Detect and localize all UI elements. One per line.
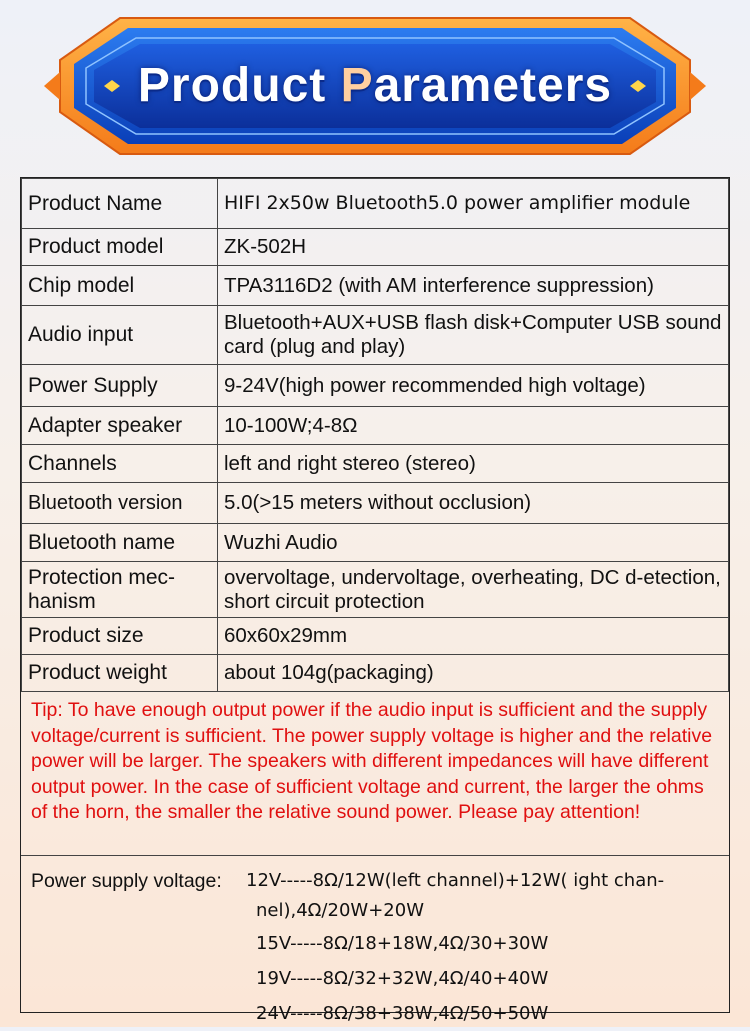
table-row [22, 306, 729, 365]
param-key: Audio input [22, 306, 218, 365]
param-value: ZK-502H [218, 229, 729, 266]
power-supply-line: 19V-----8Ω/32+32W,4Ω/40+40W [256, 968, 549, 989]
param-key: Bluetooth name [22, 524, 218, 562]
param-key: Product size [22, 618, 218, 655]
table-row [22, 524, 729, 562]
table-row [22, 562, 729, 618]
power-supply-line: 24V-----8Ω/38+38W,4Ω/50+50W [256, 1003, 549, 1024]
param-key: Product Name [22, 179, 218, 229]
power-supply-label: Power supply voltage: [31, 870, 222, 892]
param-value: 5.0(>15 meters without occlusion) [218, 483, 729, 524]
param-value: about 104g(packaging) [218, 655, 729, 692]
table-row [22, 266, 729, 306]
param-value: overvoltage, undervoltage, overheating, DC d-etection, short circuit protection [218, 562, 729, 618]
power-supply-line: nel),4Ω/20W+20W [256, 900, 424, 921]
param-key: Adapter speaker [22, 407, 218, 445]
param-value: 10-100W;4-8Ω [218, 407, 729, 445]
param-value: 9-24V(high power recommended high voltage) [218, 365, 729, 407]
tip-note: Tip: To have enough output power if the audio input is sufficient and the supply voltage/current is sufficient. The power supply voltage is higher and the relative power will be larger. The speakers with different impedances will have different output power. In the case of sufficient voltage and current, the larger the ohms of the horn, the smaller the relative sound power. Please pay attention! [21, 692, 729, 856]
power-supply-line: 15V-----8Ω/18+18W,4Ω/30+30W [256, 933, 549, 954]
param-key: Bluetooth version [22, 483, 218, 524]
page-title: Product Parameters [137, 59, 613, 112]
table-row [22, 483, 729, 524]
table-row [22, 445, 729, 483]
param-value: left and right stereo (stereo) [218, 445, 729, 483]
param-key: Chip model [22, 266, 218, 306]
title-banner [0, 0, 750, 170]
param-value: 60x60x29mm [218, 618, 729, 655]
param-value: HIFI 2x50w Bluetooth5.0 power amplifier module [218, 179, 729, 229]
parameter-sheet [20, 177, 730, 1024]
param-value: Bluetooth+AUX+USB flash disk+Computer USB sound card (plug and play) [218, 306, 729, 365]
power-supply-section [21, 856, 729, 1031]
param-key: Product model [22, 229, 218, 266]
param-value: Wuzhi Audio [218, 524, 729, 562]
table-row [22, 179, 729, 229]
table-row [22, 407, 729, 445]
param-key: Product weight [22, 655, 218, 692]
table-row [22, 618, 729, 655]
table-row [22, 365, 729, 407]
param-key: Channels [22, 445, 218, 483]
param-key: Power Supply [22, 365, 218, 407]
power-supply-line: 12V-----8Ω/12W(left channel)+12W( ight chan- [246, 870, 665, 891]
table-row [22, 655, 729, 692]
param-key: Protection mec-hanism [22, 562, 218, 618]
parameter-table [21, 178, 729, 692]
param-value: TPA3116D2 (with AM interference suppression) [218, 266, 729, 306]
table-row [22, 229, 729, 266]
